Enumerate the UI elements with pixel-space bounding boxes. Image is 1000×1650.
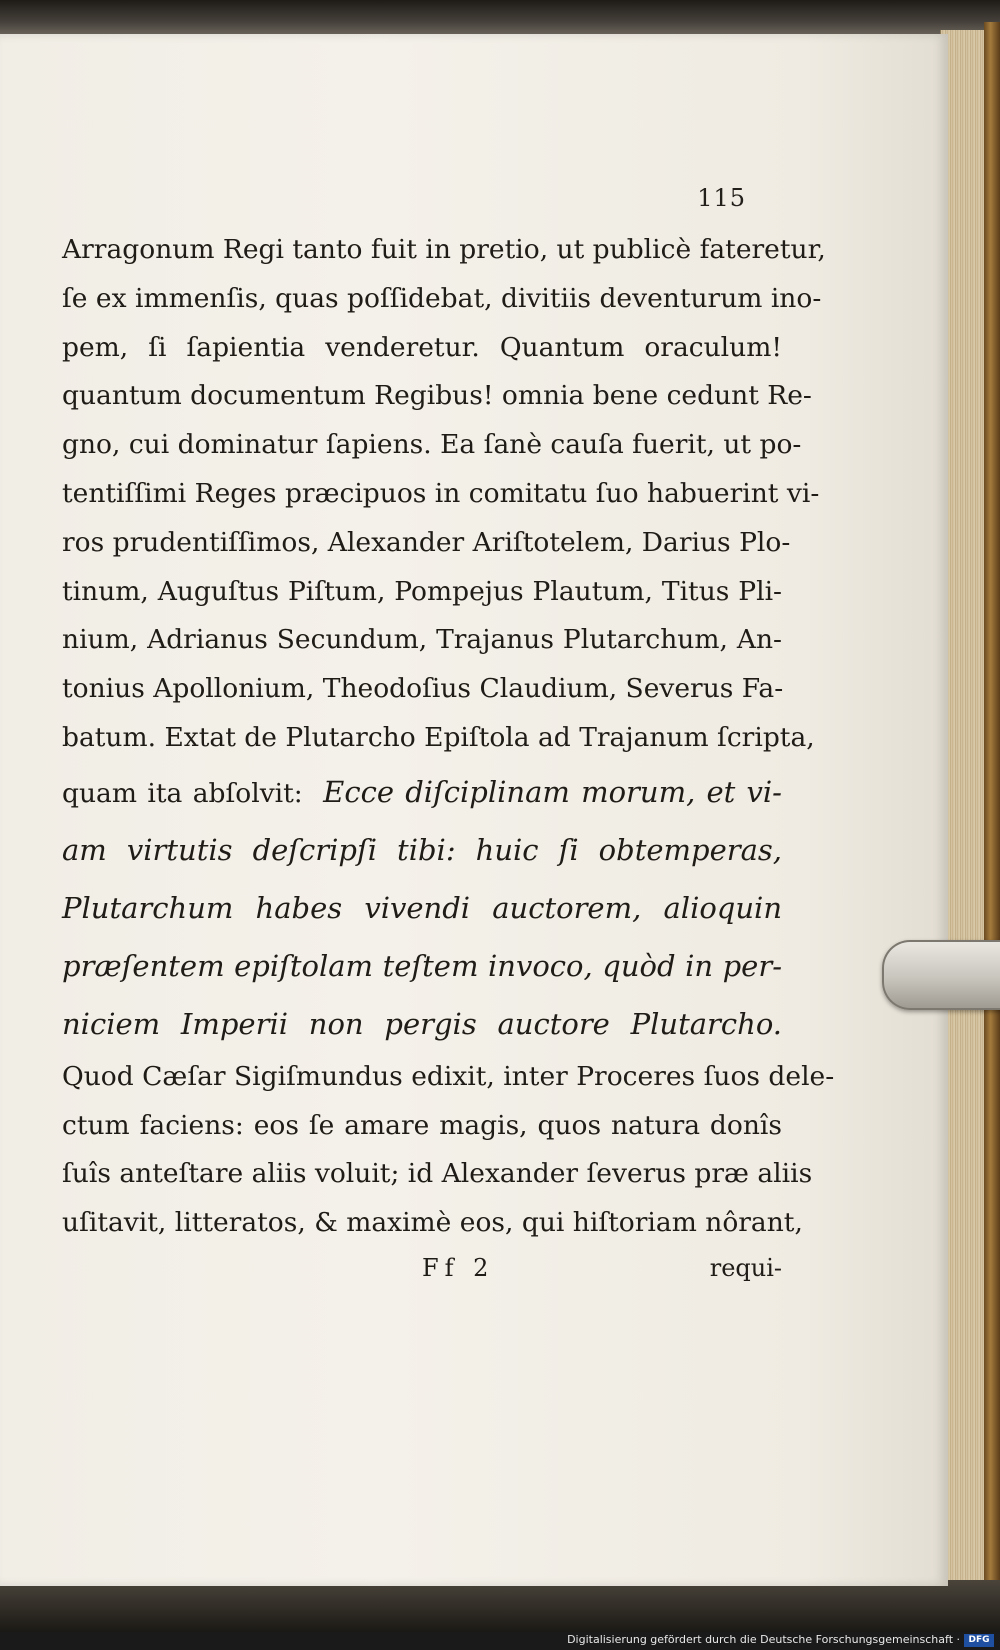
text-line: tinum, Auguſtus Piſtum, Pompejus Plautum, Titus Pli- [62, 575, 782, 607]
book-top-edge [0, 0, 1000, 36]
page-number: 115 [697, 184, 746, 212]
text-line: Quod Cæſar Sigiſmundus edixit, inter Proceres ſuos dele- [62, 1060, 835, 1092]
text-line: Arragonum Regi tanto fuit in pretio, ut publicè fateretur, [62, 234, 826, 265]
credit-text: Digitalisierung gefördert durch die Deutsche Forschungsgemeinschaft · [567, 1633, 960, 1646]
text-line: ctum faciens: eos ſe amare magis, quos natura donîs [62, 1109, 782, 1141]
roman-text: quam ita abſolvit: [62, 777, 303, 809]
italic-quote-line: Plutarchum habes vivendi auctorem, alioquin [62, 890, 782, 925]
page-clip [882, 940, 1000, 1010]
book-cover-edge [984, 22, 1000, 1602]
text-line: gno, cui dominatur ſapiens. Ea ſanè cauſa fuerit, ut po- [62, 429, 802, 461]
text-line: quantum documentum Regibus! omnia bene cedunt Re- [62, 380, 812, 412]
italic-quote-line: præſentem epiſtolam teſtem invoco, quòd in per- [62, 948, 782, 983]
text-line: ſuîs anteſtare aliis voluit; id Alexander ſeverus præ aliis [62, 1158, 813, 1190]
text-line: pem, ſi ſapientia venderetur. Quantum oraculum! [62, 331, 782, 363]
text-line: ſe ex immenſis, quas poſſidebat, divitiis deventurum ino- [62, 282, 822, 314]
text-line: nium, Adrianus Secundum, Trajanus Plutarchum, An- [62, 624, 782, 656]
credit-bar [0, 1632, 1000, 1650]
italic-quote-line: am virtutis deſcripſi tibi: huic ſi obtemperas, [62, 832, 782, 867]
signature-mark: Ff 2 [422, 1254, 495, 1282]
text-line: batum. Extat de Plutarcho Epiſtola ad Trajanum ſcripta, [62, 721, 815, 753]
dfg-logo-icon: DFG [964, 1634, 994, 1647]
italic-quote-line: niciem Imperii non pergis auctore Plutarcho. [62, 1006, 782, 1041]
text-line: ros prudentiſſimos, Alexander Ariſtotelem, Darius Plo- [62, 526, 791, 558]
mixed-text-line [62, 763, 782, 821]
text-block [62, 226, 835, 1248]
book-bottom-edge [0, 1580, 1000, 1632]
text-line: tonius Apollonium, Theodoſius Claudium, Severus Fa- [62, 673, 784, 705]
text-line: tentiſſimi Reges præcipuos in comitatu ſuo habuerint vi- [62, 477, 820, 509]
catchword: requi- [709, 1254, 782, 1282]
text-line: uſitavit, litteratos, & maximè eos, qui hiſtoriam nôrant, [62, 1207, 803, 1239]
page-footer [62, 1254, 782, 1298]
italic-quote-text: Ecce diſciplinam morum, et vi- [323, 774, 782, 809]
